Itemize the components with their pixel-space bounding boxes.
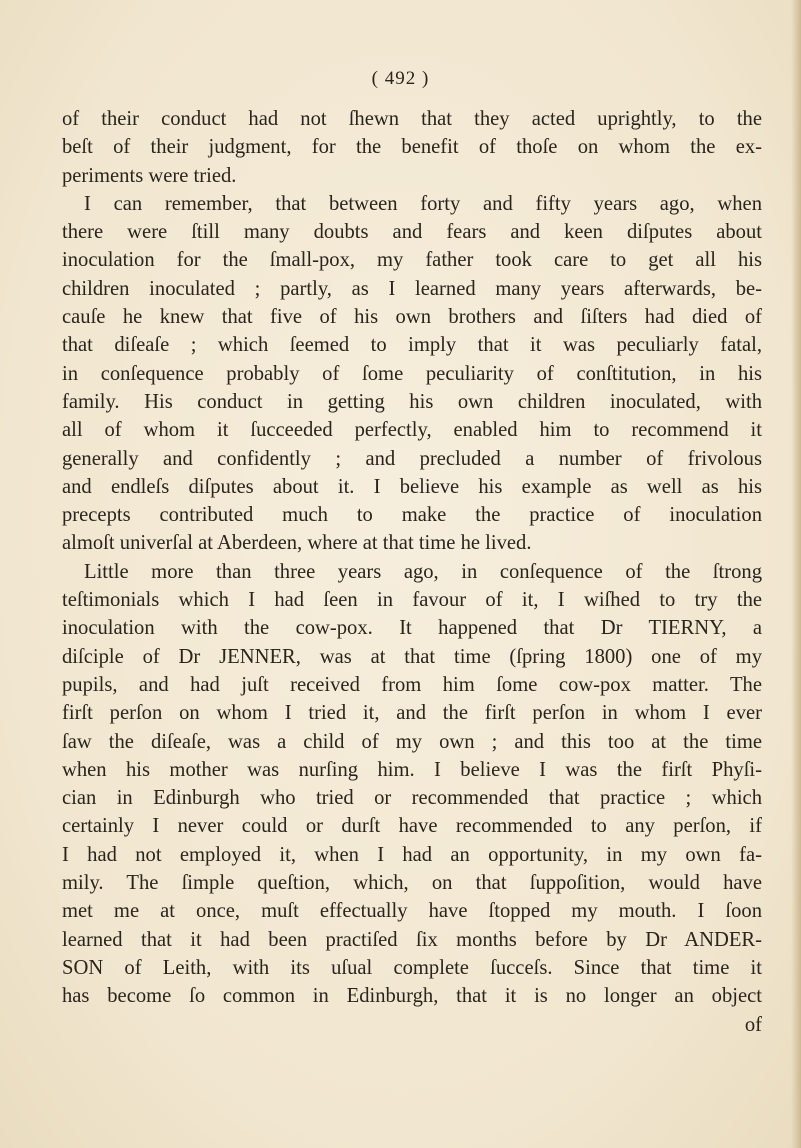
- text-line: has become ſo common in Edinburgh, that it is no longer an object: [62, 985, 762, 1008]
- text-line: almoſt univerſal at Aberdeen, where at that time he lived.: [62, 532, 532, 555]
- page-number: ( 492 ): [371, 68, 430, 89]
- text-line: when his mother was nurſing him. I believe I was the firſt Phyſi-: [62, 758, 762, 781]
- text-line: I can remember, that between forty and fifty years ago, when: [84, 192, 762, 215]
- text-line: periments were tried.: [62, 164, 237, 187]
- text-line: of their conduct had not ſhewn that they acted uprightly, to the: [62, 108, 762, 130]
- text-line: cauſe he knew that five of his own brothers and ſiſters had died of: [62, 306, 762, 329]
- text-line: in conſequence probably of ſome peculiarity of conſtitution, in his: [62, 362, 762, 385]
- text-line: pupils, and had juſt received from him ſome cow-pox matter. The: [62, 673, 762, 696]
- text-line: and endleſs diſputes about it. I believe his example as well as his: [62, 475, 762, 498]
- text-line: certainly I never could or durſt have recommended to any perſon, if: [62, 815, 762, 838]
- text-line: teſtimonials which I had ſeen in favour of it, I wiſhed to try the: [62, 589, 762, 612]
- text-line: firſt perſon on whom I tried it, and the firſt perſon in whom I ever: [62, 702, 762, 725]
- text-line: mily. The ſimple queſtion, which, on that ſuppoſition, would have: [62, 872, 762, 895]
- text-line: ſaw the diſeaſe, was a child of my own ; and this too at the time: [62, 730, 762, 753]
- body-text: [62, 105, 762, 1039]
- text-line: precepts contributed much to make the practice of inoculation: [62, 504, 762, 527]
- text-line: generally and confidently ; and precluded a number of frivolous: [62, 447, 762, 470]
- text-line: family. His conduct in getting his own children inoculated, with: [62, 390, 762, 413]
- text-line: Little more than three years ago, in conſequence of the ſtrong: [84, 560, 762, 583]
- text-line: there were ſtill many doubts and fears and keen diſputes about: [62, 221, 762, 244]
- text-line: SON of Leith, with its uſual complete ſucceſs. Since that time it: [62, 956, 762, 979]
- text-line: all of whom it ſucceeded perfectly, enabled him to recommend it: [62, 419, 762, 442]
- page-edge-shadow: [791, 0, 801, 1148]
- text-line: cian in Edinburgh who tried or recommended that practice ; which: [62, 787, 762, 810]
- text-line: children inoculated ; partly, as I learned many years afterwards, be-: [62, 277, 762, 300]
- text-line: beſt of their judgment, for the benefit of thoſe on whom the ex-: [62, 136, 762, 159]
- text-line: inoculation for the ſmall-pox, my father took care to get all his: [62, 249, 762, 272]
- text-line: met me at once, muſt effectually have ſtopped my mouth. I ſoon: [62, 900, 762, 923]
- text-line: that diſeaſe ; which ſeemed to imply that it was peculiarly fatal,: [62, 334, 762, 357]
- catchword: of: [744, 1013, 762, 1036]
- text-line: diſciple of Dr JENNER, was at that time (ſpring 1800) one of my: [62, 645, 762, 668]
- text-line: inoculation with the cow-pox. It happened that Dr TIERNY, a: [62, 617, 762, 640]
- text-line: I had not employed it, when I had an opportunity, in my own fa-: [62, 843, 762, 866]
- text-line: learned that it had been practiſed ſix months before by Dr ANDER-: [62, 928, 762, 951]
